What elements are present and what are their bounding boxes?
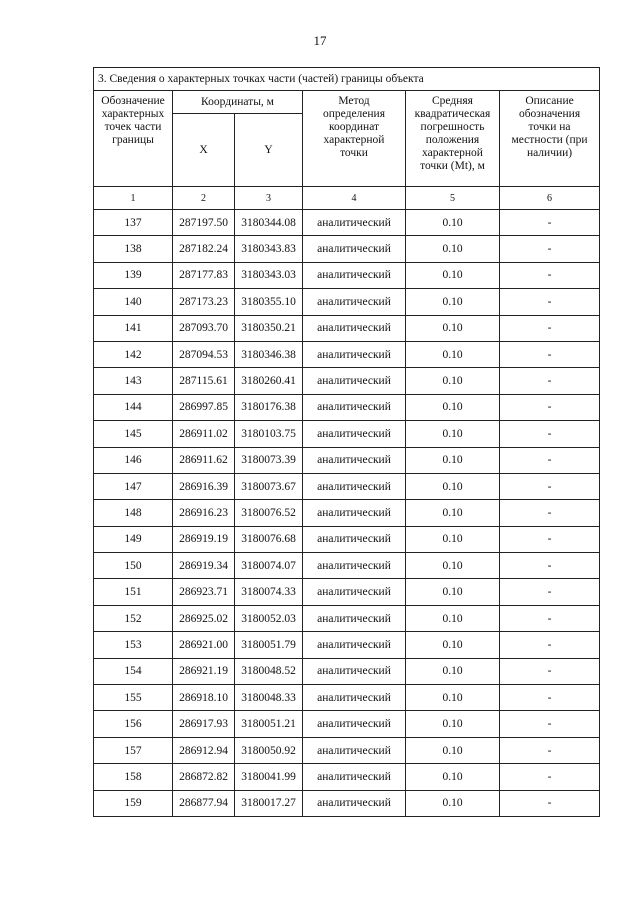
coord-y-cell: 3180048.33 bbox=[235, 685, 303, 711]
mt-error-cell: 0.10 bbox=[406, 289, 500, 315]
coord-x-cell: 286916.39 bbox=[173, 473, 235, 499]
mt-error-cell: 0.10 bbox=[406, 473, 500, 499]
description-cell: - bbox=[500, 262, 600, 288]
method-cell: аналитический bbox=[303, 315, 406, 341]
table-row bbox=[94, 685, 600, 711]
coord-x-cell: 287094.53 bbox=[173, 341, 235, 367]
description-cell: - bbox=[500, 447, 600, 473]
coord-x-cell: 286877.94 bbox=[173, 790, 235, 816]
mt-error-cell: 0.10 bbox=[406, 262, 500, 288]
table-row bbox=[94, 315, 600, 341]
coord-x-cell: 286918.10 bbox=[173, 685, 235, 711]
header-point: Обозначение характерных точек части границы bbox=[94, 91, 173, 187]
method-cell: аналитический bbox=[303, 658, 406, 684]
mt-error-cell: 0.10 bbox=[406, 210, 500, 236]
point-id-cell: 149 bbox=[94, 526, 173, 552]
method-cell: аналитический bbox=[303, 685, 406, 711]
coord-x-cell: 286911.62 bbox=[173, 447, 235, 473]
coord-x-cell: 286872.82 bbox=[173, 764, 235, 790]
description-cell: - bbox=[500, 394, 600, 420]
method-cell: аналитический bbox=[303, 447, 406, 473]
point-id-cell: 152 bbox=[94, 605, 173, 631]
table-row bbox=[94, 737, 600, 763]
table-row bbox=[94, 236, 600, 262]
description-cell: - bbox=[500, 289, 600, 315]
table-row bbox=[94, 579, 600, 605]
coord-y-cell: 3180074.33 bbox=[235, 579, 303, 605]
method-cell: аналитический bbox=[303, 210, 406, 236]
method-cell: аналитический bbox=[303, 500, 406, 526]
point-id-cell: 137 bbox=[94, 210, 173, 236]
coord-x-cell: 287093.70 bbox=[173, 315, 235, 341]
description-cell: - bbox=[500, 526, 600, 552]
coord-y-cell: 3180350.21 bbox=[235, 315, 303, 341]
method-cell: аналитический bbox=[303, 236, 406, 262]
coord-x-cell: 286912.94 bbox=[173, 737, 235, 763]
coord-y-cell: 3180344.08 bbox=[235, 210, 303, 236]
coord-y-cell: 3180051.21 bbox=[235, 711, 303, 737]
table-row bbox=[94, 658, 600, 684]
table-row bbox=[94, 447, 600, 473]
method-cell: аналитический bbox=[303, 790, 406, 816]
method-cell: аналитический bbox=[303, 289, 406, 315]
column-number: 5 bbox=[406, 187, 500, 210]
description-cell: - bbox=[500, 368, 600, 394]
mt-error-cell: 0.10 bbox=[406, 737, 500, 763]
point-id-cell: 143 bbox=[94, 368, 173, 394]
header-error: Средняя квадратическая погрешность положения характерной точки (Mt), м bbox=[406, 91, 500, 187]
mt-error-cell: 0.10 bbox=[406, 526, 500, 552]
point-id-cell: 147 bbox=[94, 473, 173, 499]
method-cell: аналитический bbox=[303, 341, 406, 367]
point-id-cell: 159 bbox=[94, 790, 173, 816]
coord-x-cell: 286921.19 bbox=[173, 658, 235, 684]
header-description: Описание обозначения точки на местности (при наличии) bbox=[500, 91, 600, 187]
coord-x-cell: 286925.02 bbox=[173, 605, 235, 631]
coord-y-cell: 3180343.83 bbox=[235, 236, 303, 262]
table-row bbox=[94, 553, 600, 579]
description-cell: - bbox=[500, 737, 600, 763]
point-id-cell: 144 bbox=[94, 394, 173, 420]
coord-x-cell: 286911.02 bbox=[173, 421, 235, 447]
section-title: 3. Сведения о характерных точках части (частей) границы объекта bbox=[94, 68, 600, 91]
points-table bbox=[93, 67, 600, 817]
coord-y-cell: 3180355.10 bbox=[235, 289, 303, 315]
method-cell: аналитический bbox=[303, 737, 406, 763]
description-cell: - bbox=[500, 764, 600, 790]
table-row bbox=[94, 210, 600, 236]
method-cell: аналитический bbox=[303, 368, 406, 394]
method-cell: аналитический bbox=[303, 262, 406, 288]
description-cell: - bbox=[500, 685, 600, 711]
coord-y-cell: 3180074.07 bbox=[235, 553, 303, 579]
coord-y-cell: 3180076.68 bbox=[235, 526, 303, 552]
description-cell: - bbox=[500, 605, 600, 631]
mt-error-cell: 0.10 bbox=[406, 236, 500, 262]
table-row bbox=[94, 473, 600, 499]
point-id-cell: 148 bbox=[94, 500, 173, 526]
description-cell: - bbox=[500, 790, 600, 816]
page-number: 17 bbox=[313, 33, 327, 48]
point-id-cell: 146 bbox=[94, 447, 173, 473]
point-id-cell: 157 bbox=[94, 737, 173, 763]
description-cell: - bbox=[500, 473, 600, 499]
point-id-cell: 145 bbox=[94, 421, 173, 447]
description-cell: - bbox=[500, 341, 600, 367]
coord-y-cell: 3180052.03 bbox=[235, 605, 303, 631]
mt-error-cell: 0.10 bbox=[406, 605, 500, 631]
coord-y-cell: 3180017.27 bbox=[235, 790, 303, 816]
mt-error-cell: 0.10 bbox=[406, 368, 500, 394]
mt-error-cell: 0.10 bbox=[406, 685, 500, 711]
method-cell: аналитический bbox=[303, 764, 406, 790]
coord-y-cell: 3180103.75 bbox=[235, 421, 303, 447]
header-y: Y bbox=[235, 114, 303, 187]
point-id-cell: 140 bbox=[94, 289, 173, 315]
mt-error-cell: 0.10 bbox=[406, 315, 500, 341]
coord-x-cell: 286923.71 bbox=[173, 579, 235, 605]
mt-error-cell: 0.10 bbox=[406, 790, 500, 816]
coord-y-cell: 3180073.39 bbox=[235, 447, 303, 473]
method-cell: аналитический bbox=[303, 605, 406, 631]
method-cell: аналитический bbox=[303, 473, 406, 499]
coord-y-cell: 3180048.52 bbox=[235, 658, 303, 684]
point-id-cell: 141 bbox=[94, 315, 173, 341]
column-number: 6 bbox=[500, 187, 600, 210]
table-row bbox=[94, 605, 600, 631]
coord-x-cell: 287177.83 bbox=[173, 262, 235, 288]
point-id-cell: 158 bbox=[94, 764, 173, 790]
coord-y-cell: 3180346.38 bbox=[235, 341, 303, 367]
point-id-cell: 156 bbox=[94, 711, 173, 737]
mt-error-cell: 0.10 bbox=[406, 447, 500, 473]
table-row bbox=[94, 526, 600, 552]
column-number: 2 bbox=[173, 187, 235, 210]
table-row bbox=[94, 500, 600, 526]
point-id-cell: 154 bbox=[94, 658, 173, 684]
coord-x-cell: 286916.23 bbox=[173, 500, 235, 526]
method-cell: аналитический bbox=[303, 632, 406, 658]
method-cell: аналитический bbox=[303, 421, 406, 447]
coord-x-cell: 286919.34 bbox=[173, 553, 235, 579]
table-row bbox=[94, 632, 600, 658]
point-id-cell: 151 bbox=[94, 579, 173, 605]
coord-x-cell: 286921.00 bbox=[173, 632, 235, 658]
table-row bbox=[94, 790, 600, 816]
coord-y-cell: 3180343.03 bbox=[235, 262, 303, 288]
coord-x-cell: 287173.23 bbox=[173, 289, 235, 315]
mt-error-cell: 0.10 bbox=[406, 764, 500, 790]
table-row bbox=[94, 421, 600, 447]
coord-y-cell: 3180041.99 bbox=[235, 764, 303, 790]
point-id-cell: 142 bbox=[94, 341, 173, 367]
coord-y-cell: 3180076.52 bbox=[235, 500, 303, 526]
coord-y-cell: 3180051.79 bbox=[235, 632, 303, 658]
description-cell: - bbox=[500, 579, 600, 605]
coord-y-cell: 3180260.41 bbox=[235, 368, 303, 394]
description-cell: - bbox=[500, 553, 600, 579]
method-cell: аналитический bbox=[303, 553, 406, 579]
point-id-cell: 138 bbox=[94, 236, 173, 262]
column-number: 4 bbox=[303, 187, 406, 210]
table-row bbox=[94, 368, 600, 394]
coord-y-cell: 3180050.92 bbox=[235, 737, 303, 763]
coord-x-cell: 286919.19 bbox=[173, 526, 235, 552]
mt-error-cell: 0.10 bbox=[406, 579, 500, 605]
mt-error-cell: 0.10 bbox=[406, 394, 500, 420]
table-row bbox=[94, 764, 600, 790]
coord-x-cell: 287115.61 bbox=[173, 368, 235, 394]
mt-error-cell: 0.10 bbox=[406, 553, 500, 579]
coord-x-cell: 286997.85 bbox=[173, 394, 235, 420]
header-x: X bbox=[173, 114, 235, 187]
column-numbers-row bbox=[94, 187, 600, 210]
coord-x-cell: 287197.50 bbox=[173, 210, 235, 236]
table-row bbox=[94, 711, 600, 737]
section-title-row bbox=[94, 68, 600, 91]
coord-y-cell: 3180073.67 bbox=[235, 473, 303, 499]
mt-error-cell: 0.10 bbox=[406, 341, 500, 367]
table-row bbox=[94, 341, 600, 367]
description-cell: - bbox=[500, 421, 600, 447]
column-number: 3 bbox=[235, 187, 303, 210]
mt-error-cell: 0.10 bbox=[406, 500, 500, 526]
mt-error-cell: 0.10 bbox=[406, 632, 500, 658]
mt-error-cell: 0.10 bbox=[406, 421, 500, 447]
description-cell: - bbox=[500, 658, 600, 684]
table-row bbox=[94, 262, 600, 288]
table-row bbox=[94, 289, 600, 315]
mt-error-cell: 0.10 bbox=[406, 658, 500, 684]
column-number: 1 bbox=[94, 187, 173, 210]
description-cell: - bbox=[500, 315, 600, 341]
coord-x-cell: 287182.24 bbox=[173, 236, 235, 262]
point-id-cell: 150 bbox=[94, 553, 173, 579]
method-cell: аналитический bbox=[303, 711, 406, 737]
mt-error-cell: 0.10 bbox=[406, 711, 500, 737]
description-cell: - bbox=[500, 500, 600, 526]
header-method: Метод определения координат характерной точки bbox=[303, 91, 406, 187]
description-cell: - bbox=[500, 210, 600, 236]
method-cell: аналитический bbox=[303, 526, 406, 552]
description-cell: - bbox=[500, 711, 600, 737]
point-id-cell: 155 bbox=[94, 685, 173, 711]
coord-x-cell: 286917.93 bbox=[173, 711, 235, 737]
description-cell: - bbox=[500, 632, 600, 658]
point-id-cell: 153 bbox=[94, 632, 173, 658]
table-row bbox=[94, 394, 600, 420]
point-id-cell: 139 bbox=[94, 262, 173, 288]
method-cell: аналитический bbox=[303, 579, 406, 605]
header-coords: Координаты, м bbox=[173, 91, 303, 114]
coord-y-cell: 3180176.38 bbox=[235, 394, 303, 420]
description-cell: - bbox=[500, 236, 600, 262]
header-row bbox=[94, 91, 600, 114]
method-cell: аналитический bbox=[303, 394, 406, 420]
